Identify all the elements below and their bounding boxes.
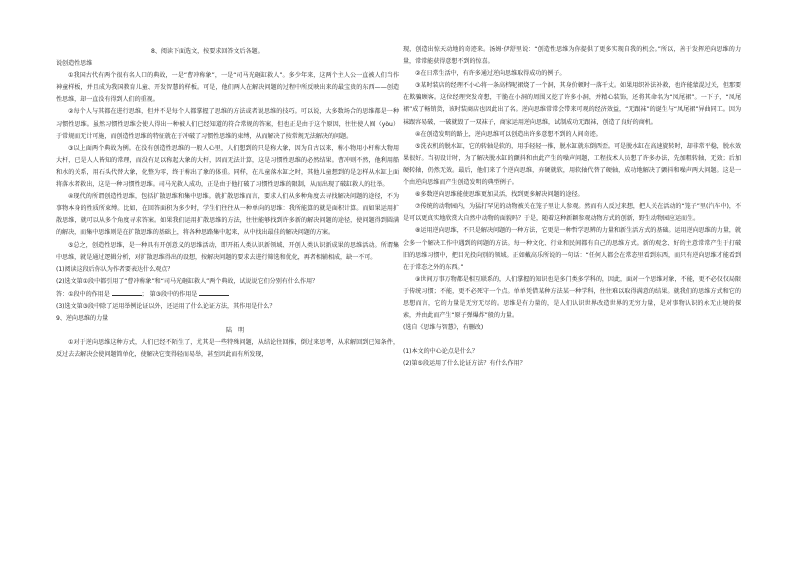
essay2-paragraph-5: ⑤洗衣机的脱水缸，它的转轴是软的，用手轻轻一推，脱水缸就东倒西歪。可是脱水缸在高速旋转时，却非常平稳，脱水效果很好。当初设计时，为了解决脱水缸的颤抖和由此产生的噪声问题，工程技术人员想了许多办法，先加粗转轴，无效；后加硬转轴，仍然无效。最后，他们来了个逆向思维，弃硬就软，用软轴代替了硬轴，成功地解决了颤抖和噪声两大问题。这是一个由逆向思维而产生创造发明的典型例子。 [403,142,741,187]
essay-title-creative-thinking: 说创造性思维 [56,60,93,68]
question-9-2: (2)第⑤段运用了什么论证方法？有什么作用？ [403,360,526,368]
question-8-3: (3)选文第③段中除了运用举例论证以外，还运用了什么论证方法，其作用是什么？ [56,302,276,310]
question-9-title: 9、逆向思维的力量 [56,315,109,323]
answer-prefix-b: 第③段中的作用是 [149,290,198,298]
question-8-title: 8、阅读下面选文，按要求回答文后各题。 [151,48,264,55]
essay2-paragraph-6: ⑥多数逆向思维能使思维更加灵活，找到更多解决问题的途径。 [415,191,584,199]
question-9-1: (1)本文的中心论点是什么？ [403,348,478,356]
spacer [403,334,741,346]
essay-paragraph-1: ①我国古代有两个很有名人口的典故，一是“曹冲称象”，一是“司马光砸缸救人”。多少年来，这两个主人公一直被人们当作神童样板，并且成为我国教育儿童、开发智慧的样板。可是，他们两人在解决问题的过程中所反映出来的最宝贵的东西——创造性思维，却一直没有得到人们的重视。 [56,72,399,104]
essay-paragraph-4: ④现代的所谓创造性思维，包括扩散思维和集中思维。就扩散思维而言，要求人们从多种角度去寻找解决问题的途径，不为事物本身的性质所束缚。比如，在回答面积为多少时，学生们往往从一种单向的思维：我所能算的就是面积计算。而如果运用扩散思维，就可以从多个角度寻求答案。如果我们运用扩散思维的方法，往往能够找到许多新的解决问题的途径，使问题得到圆满的解决，而集中思维则是在扩散思维的基础上，将各种思路集中起来，从中找出最佳的解决问题的方案。 [56,193,399,237]
essay2-source: (选自《思维与智慧》，有删改) [403,324,484,332]
essay2-paragraph-9: ⑨世间万事万物都是相互联系的，人们掌握的知识也是多门类多学科的，因此，面对一个思维对象，不能，更不必仅仅局限于传统习惯；不能，更不必死守一个点。单单凭借某种方法某一种学科，往往难以取得满意的结果。就我们的思维方式和它的思想而言，它的力量是无穷无尽的。思维是有力量的，是人们认识世界改造世界的无穷力量，是对事物认识的永无止境的探索，并由此而产生“原子弹爆炸”般的力量。 [403,275,741,320]
essay-paragraph-3: ③以上面两个典故为例。在没有创造性思维的一般人心里，人们想到的只是称大象，因为自古以来，称小物用小杆称大物用大杆，已是人人皆知的常理，而没有足以称起大象的大杆，因而无法计算，这是习惯性思维的必然结果。曹冲则不然，他利用船和水的关系，用石头代替大象，化整为零，终于称出了象的体重。同样，在儿童落水缸之时，其他儿童想到的是怎样从水缸上面将落水者救出，这是一种习惯性思维。司马光救人成功，正是由于他打破了习惯性思维的限制，从而出现了破缸救人的壮举。 [56,144,399,189]
question-8-2-answer-line: 答：①段中的作用是 ； 第③段中的作用是 [56,288,399,301]
essay2-paragraph-1-cont: 现，创造出惊天动地的奇迹来。汤姆·伊舒里说：“创造性思维为你提供了更多实现自我的机会。”所以，善于发挥逆向思维的力量，常常能获得意想不到的惊喜。 [403,46,741,66]
answer-blank-a[interactable] [112,288,142,296]
answer-blank-b[interactable] [199,288,229,296]
essay2-paragraph-8: ⑧运用逆向思维，不只是解决问题的一种方法，它更是一种哲学思辨的力量和新生活方式的基础。运用逆向思维的力量，就会多一个解决工作中遇到的问题的方法。每一种文化、行业和民间都有自己的思维方式。新的观念、好的主意常常产生于打破旧的思维习惯中，把目光投向别的领域。正如戴高乐所说的一句话：“任何人都会在常态里看到东西，而只有逆向思维才能看到在于常态之外的东西。” [403,227,741,271]
essay2-paragraph-2: ②在日常生活中，有许多通过逆向思维取得成功的例子。 [415,70,566,78]
question-8-1: (1)阅读这段后你认为作者要表达什么观点？ [56,265,174,273]
left-column [56,46,399,361]
essay2-paragraph-4: ④在创造发明的路上，逆向思维可以创造出许多意想不到的人间奇迹。 [415,130,602,138]
essay2-paragraph-7: ⑦传统的动物园内，为猛打罕见的动物被关在笼子里让人参观。然而有人反过来想，把人关在活动的“笼子”里(汽车中)，不是可以更真实地欣赏大自然中动物的面貌吗？于是，随着这种新颖参观动物方式的创新，野生动物园应运而生。 [403,203,741,223]
essay2-paragraph-3: ③某时装店的经理不小心将一条高档呢裙烧了一个洞，其身价顿时一落千丈。如果用织补法补救，也许能蒙混过关，但那要在欺骗顾客。这位经理突发奇想，干脆在小洞的周围又挖了许多小洞，并精心装饰，还将其命名为“凤尾裙”。一下子，“凤尾裙”成了畅销货，该时装商店也因此出了名。逆向思维常常会带来可观的经济效益，“无跟袜”的诞生与“凤尾裙”异曲同工。因为袜跟容易破，一破就毁了一双袜子，商家运用逆向思维，试制成功无跟袜，创造了良好的商机。 [403,82,741,126]
right-column [403,44,741,370]
essay-paragraph-2: ②每个人与其都在进行思维，但并不是每个人都掌握了思维的方法或者说思维的技巧。可以说，大多数场合的思维都是一种习惯性思维。虽然习惯性思维会使人得出一种被人们已经知道的符合常规的答案，但也正是由于这个原因，往往使人囿（yòu）于常规而无计可施，而创造性思维的特征就在于冲破了习惯性思维的束缚，从而解决了按常规无法解决的问题。 [56,108,399,140]
question-8-2: (2)选文第①段中都引用了“曹冲称象”和“司马光砸缸救人”两个典故，试说说它们分别有什么作用？ [56,277,319,285]
answer-prefix-a: 答：①段中的作用是 [56,290,110,298]
essay-paragraph-5: ⑤总之，创造性思维，是一种具有开创意义的思维活动，即开拓人类认识新领域、开创人类认识新成果的思维活动。所谓集中思维，就是通过逻辑分析，对扩散思维得出的设想，按解决问题的要求去进行筛选和优化，再者相辅相成，缺一不可。 [56,241,399,261]
essay-author: 陆 明 [226,327,245,335]
essay2-paragraph-1: ①对于逆向思维这种方式，人们已经不陌生了，尤其是一些特殊问题，从结论往回推，倒过来思考，从求解回到已知条件，反过去去解决会使问题简单化，使解决它变得轻而易举，甚至因此而有所发现， [56,339,399,359]
